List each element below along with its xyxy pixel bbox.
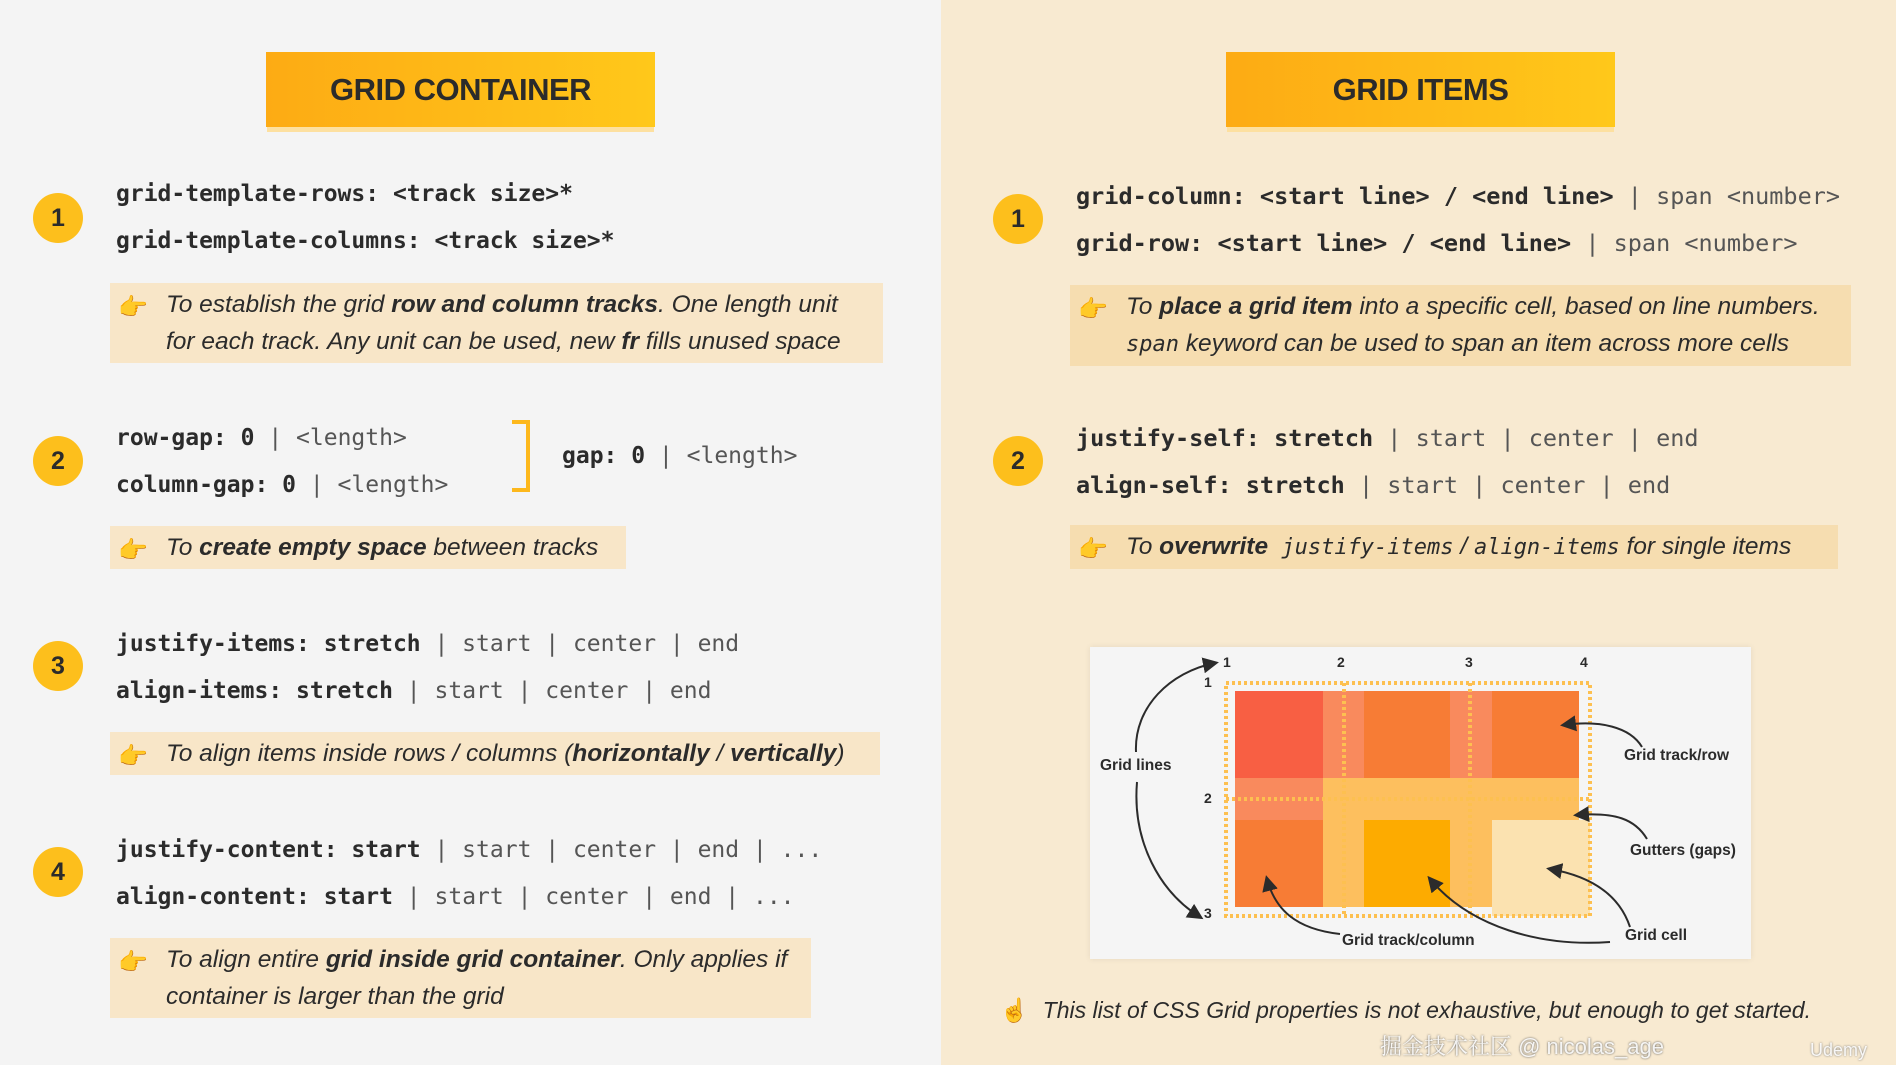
grid-diagram — [1090, 647, 1751, 959]
step-number: 4 — [33, 847, 83, 897]
pointing-up-icon: ☝ — [1000, 997, 1029, 1023]
arrow — [1136, 782, 1200, 917]
label-gutters: Gutters (gaps) — [1630, 842, 1736, 859]
row-line-number: 2 — [1204, 790, 1212, 806]
label-grid-lines: Grid lines — [1100, 757, 1172, 774]
column-line-number: 3 — [1465, 654, 1473, 670]
udemy-logo: Udemy — [1810, 1040, 1868, 1060]
step-number: 1 — [993, 194, 1043, 244]
bracket-divider — [512, 420, 530, 492]
row-line-number: 1 — [1204, 674, 1212, 690]
grid-cell — [1492, 691, 1579, 778]
code-line: align-items: stretch | start | center | end — [116, 678, 712, 704]
code-line: grid-row: <start line> / <end line> | span <number> — [1076, 229, 1798, 257]
code-line: grid-template-rows: <track size>* — [116, 181, 573, 207]
row-gutter — [1235, 778, 1323, 820]
row-line-number: 3 — [1204, 905, 1212, 921]
label-grid-track-row: Grid track/row — [1624, 747, 1730, 764]
grid-diagram-graphic — [1090, 647, 1751, 959]
note-box: 👉 To align items inside rows / columns (horizontally / vertically) — [110, 732, 880, 775]
step-number: 3 — [33, 641, 83, 691]
pointing-hand-icon: 👉 — [1078, 536, 1108, 563]
code-line: justify-content: start | start | center | end | ... — [116, 837, 823, 863]
code-line: justify-self: stretch | start | center | end — [1076, 424, 1699, 452]
column-gutter — [1323, 691, 1364, 778]
code-line: align-content: start | start | center | end | ... — [116, 884, 795, 910]
pointing-hand-icon: 👉 — [118, 949, 148, 976]
code-line: grid-column: <start line> / <end line> | span <number> — [1076, 182, 1841, 210]
watermark: 掘金技术社区 @ nicolas_age — [1380, 1034, 1664, 1059]
note-box: 👉 To place a grid item into a specific cell, based on line numbers. span keyword can be used to span an item across more cells — [1070, 285, 1851, 366]
code-line: justify-items: stretch | start | center | end — [116, 631, 740, 657]
grid-cell — [1364, 691, 1450, 778]
column-line-number: 2 — [1337, 654, 1345, 670]
grid-container-title: GRID CONTAINER — [266, 52, 655, 127]
note-box: 👉 To create empty space between tracks — [110, 526, 626, 569]
code-line: row-gap: 0 | <length> — [116, 425, 407, 451]
pointing-hand-icon: 👉 — [1078, 296, 1108, 323]
grid-cell — [1364, 820, 1450, 907]
pointing-hand-icon: 👉 — [118, 537, 148, 564]
note-box: 👉 To establish the grid row and column tracks. One length unit for each track. Any unit can be used, new fr fills unused space — [110, 283, 883, 363]
note-box: 👉 To align entire grid inside grid container. Only applies if container is larger than the grid — [110, 938, 811, 1018]
grid-items-title: GRID ITEMS — [1226, 52, 1615, 127]
step-number: 2 — [993, 436, 1043, 486]
grid-cell — [1235, 820, 1323, 907]
footer-note: ☝ This list of CSS Grid properties is not exhaustive, but enough to get started. — [1000, 997, 1811, 1023]
code-line-gap: gap: 0 | <length> — [562, 443, 798, 469]
label-grid-cell: Grid cell — [1625, 927, 1688, 944]
grid-cell — [1235, 691, 1323, 778]
code-line: align-self: stretch | start | center | end — [1076, 471, 1671, 499]
step-number: 2 — [33, 436, 83, 486]
column-gutter — [1450, 691, 1492, 778]
code-line: grid-template-columns: <track size>* — [116, 228, 615, 254]
grid-container-panel — [0, 0, 941, 1065]
column-line-number: 1 — [1223, 654, 1231, 670]
code-line: column-gap: 0 | <length> — [116, 472, 449, 498]
step-number: 1 — [33, 193, 83, 243]
column-line-number: 4 — [1580, 654, 1588, 670]
grid-cell — [1492, 820, 1590, 916]
label-grid-track-column: Grid track/column — [1342, 932, 1475, 949]
pointing-hand-icon: 👉 — [118, 743, 148, 770]
note-box: 👉 To overwrite justify-items / align-items for single items — [1070, 525, 1838, 569]
pointing-hand-icon: 👉 — [118, 294, 148, 321]
